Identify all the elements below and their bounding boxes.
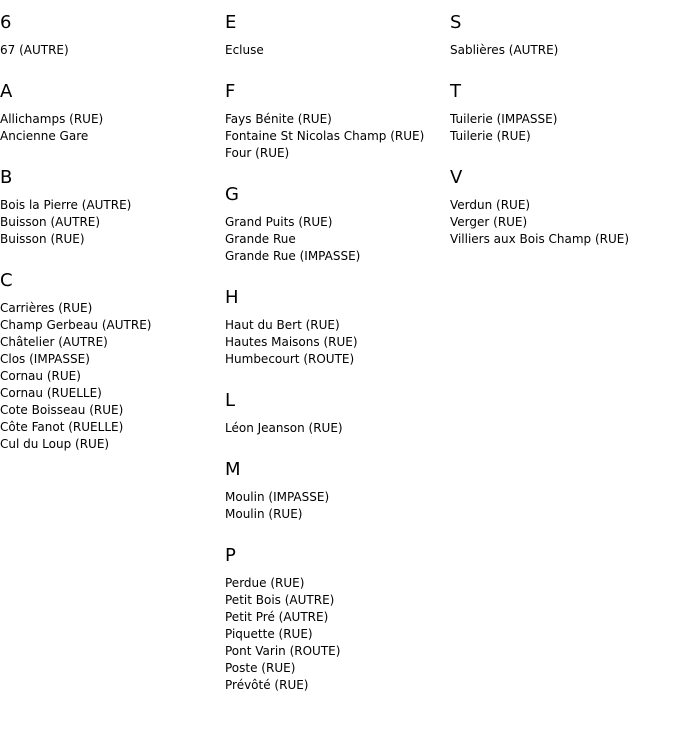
street-item: Tuilerie (RUE)	[450, 129, 531, 143]
street-item: Fays Bénite (RUE)	[225, 112, 332, 126]
letter-group	[225, 390, 450, 437]
street-list	[225, 42, 450, 59]
index-column-2	[225, 0, 450, 694]
group-letter-heading: T	[450, 81, 461, 102]
group-letter-heading: 6	[0, 12, 12, 33]
street-item: Haut du Bert (RUE)	[225, 318, 340, 332]
street-item: Grande Rue	[225, 232, 296, 246]
street-item: Clos (IMPASSE)	[0, 352, 90, 366]
street-item: Moulin (IMPASSE)	[225, 490, 330, 504]
street-item: Léon Jeanson (RUE)	[225, 421, 343, 435]
group-letter-heading: B	[0, 167, 13, 188]
street-item: Grand Puits (RUE)	[225, 215, 333, 229]
group-letter-heading: G	[225, 184, 239, 205]
street-item: Tuilerie (IMPASSE)	[450, 112, 558, 126]
letter-group	[225, 287, 450, 368]
letter-group	[225, 12, 450, 59]
street-item: Four (RUE)	[225, 146, 290, 160]
street-item: Champ Gerbeau (AUTRE)	[0, 318, 152, 332]
street-item: Sablières (AUTRE)	[450, 43, 559, 57]
letter-group	[450, 12, 675, 59]
street-item: Côte Fanot (RUELLE)	[0, 420, 124, 434]
street-item: Pont Varin (ROUTE)	[225, 644, 341, 658]
street-list	[225, 317, 450, 368]
street-item: Moulin (RUE)	[225, 507, 303, 521]
street-list	[450, 197, 675, 248]
street-item: Bois la Pierre (AUTRE)	[0, 198, 132, 212]
street-list	[225, 111, 450, 162]
street-item: Prévôté (RUE)	[225, 678, 309, 692]
street-item: Allichamps (RUE)	[0, 112, 104, 126]
street-list	[225, 214, 450, 265]
letter-group	[225, 545, 450, 694]
street-item: Verger (RUE)	[450, 215, 528, 229]
street-list	[0, 42, 225, 59]
street-item: Cul du Loup (RUE)	[0, 437, 110, 451]
group-letter-heading: H	[225, 287, 239, 308]
street-item: Cote Boisseau (RUE)	[0, 403, 124, 417]
group-letter-heading: E	[225, 12, 237, 33]
street-item: Perdue (RUE)	[225, 576, 305, 590]
street-item: Piquette (RUE)	[225, 627, 313, 641]
group-letter-heading: L	[225, 390, 236, 411]
group-letter-heading: V	[450, 167, 463, 188]
street-item: Poste (RUE)	[225, 661, 296, 675]
street-list	[450, 42, 675, 59]
street-list	[225, 489, 450, 523]
street-list	[450, 111, 675, 145]
letter-group	[450, 167, 675, 248]
street-item: Buisson (AUTRE)	[0, 215, 101, 229]
street-item: Villiers aux Bois Champ (RUE)	[450, 232, 630, 246]
street-item: Fontaine St Nicolas Champ (RUE)	[225, 129, 425, 143]
street-list	[0, 300, 225, 453]
street-item: Cornau (RUE)	[0, 369, 81, 383]
group-letter-heading: A	[0, 81, 13, 102]
letter-group	[225, 81, 450, 162]
street-item: Hautes Maisons (RUE)	[225, 335, 358, 349]
street-item: Petit Pré (AUTRE)	[225, 610, 329, 624]
group-letter-heading: M	[225, 459, 241, 480]
letter-group	[450, 81, 675, 145]
street-item: 67 (AUTRE)	[0, 43, 69, 57]
street-item: Grande Rue (IMPASSE)	[225, 249, 361, 263]
group-letter-heading: P	[225, 545, 236, 566]
street-item: Cornau (RUELLE)	[0, 386, 102, 400]
street-list	[225, 420, 450, 437]
street-list	[225, 575, 450, 694]
group-letter-heading: S	[450, 12, 462, 33]
street-item: Ecluse	[225, 43, 264, 57]
group-letter-heading: C	[0, 270, 13, 291]
street-item: Buisson (RUE)	[0, 232, 85, 246]
street-item: Châtelier (AUTRE)	[0, 335, 108, 349]
street-list	[0, 111, 225, 145]
street-item: Carrières (RUE)	[0, 301, 93, 315]
letter-group	[0, 12, 225, 59]
street-item: Ancienne Gare	[0, 129, 89, 143]
letter-group	[0, 270, 225, 453]
letter-group	[0, 167, 225, 248]
street-item: Humbecourt (ROUTE)	[225, 352, 355, 366]
street-item: Petit Bois (AUTRE)	[225, 593, 335, 607]
street-item: Verdun (RUE)	[450, 198, 531, 212]
index-column-1	[0, 0, 225, 453]
letter-group	[225, 459, 450, 523]
group-letter-heading: F	[225, 81, 236, 102]
street-list	[0, 197, 225, 248]
index-column-3	[450, 0, 675, 248]
letter-group	[225, 184, 450, 265]
letter-group	[0, 81, 225, 145]
